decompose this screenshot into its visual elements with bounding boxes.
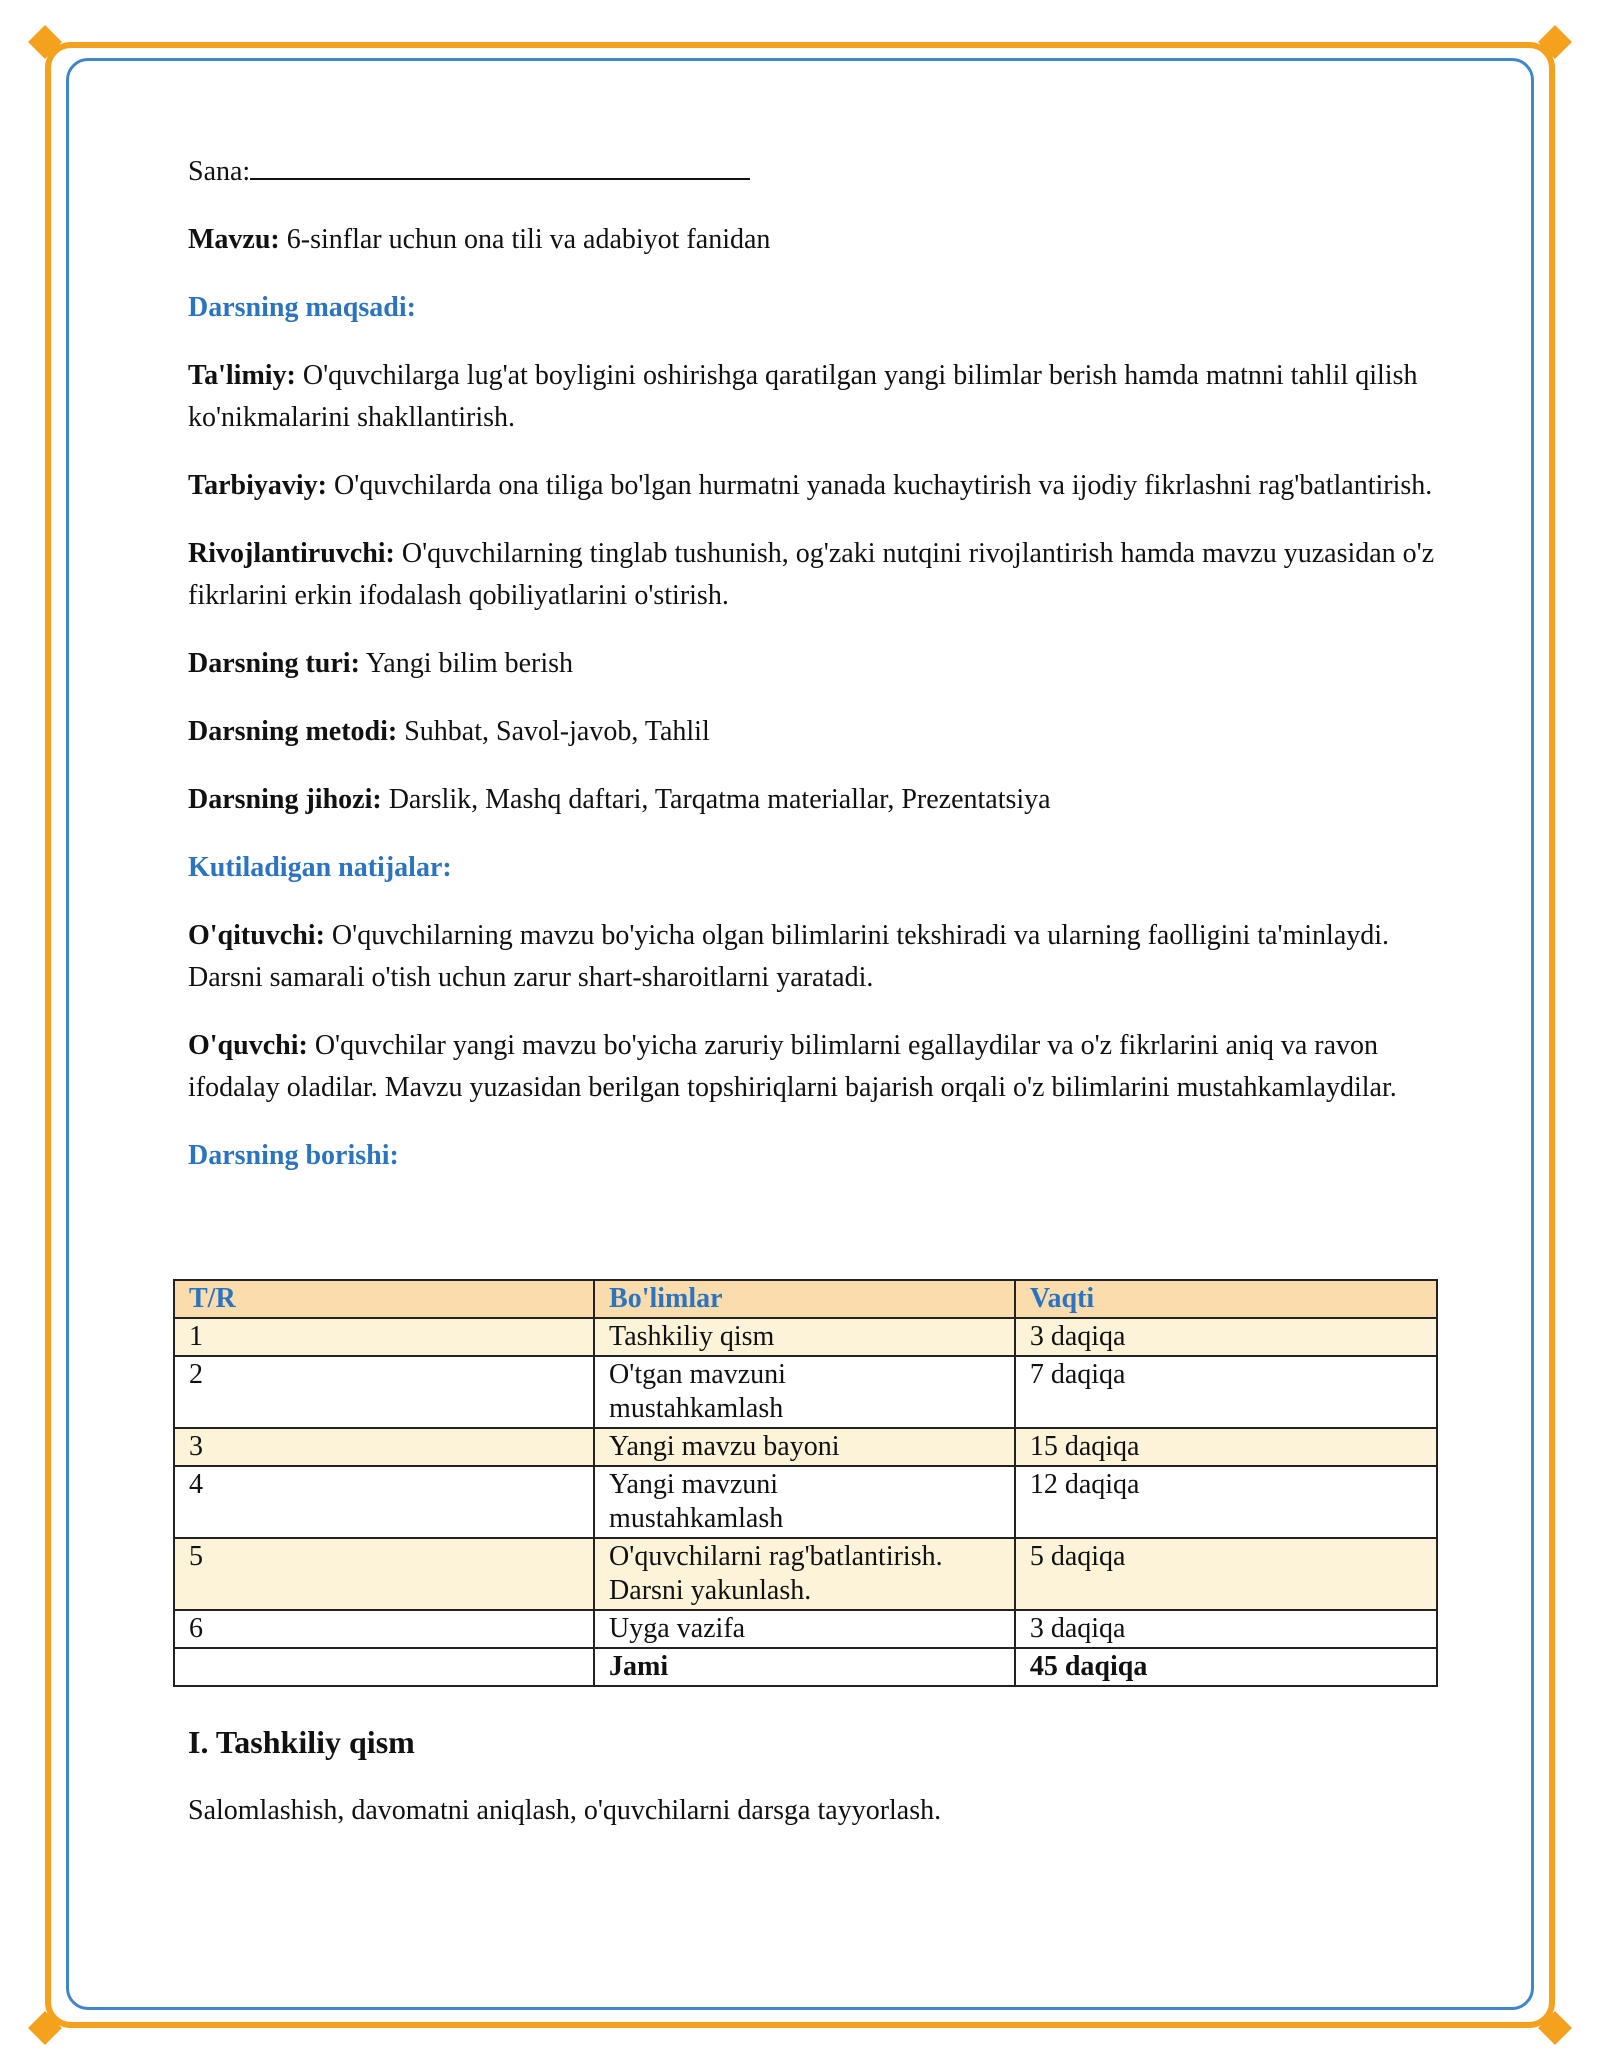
table-cell: [174, 1648, 594, 1686]
results-heading: Kutiladigan natijalar:: [188, 852, 452, 883]
table-cell: O'quvchilarni rag'batlantirish. Darsni yakunlash.: [594, 1538, 1015, 1610]
table-row: [174, 1538, 1437, 1610]
table-row: [174, 1428, 1437, 1466]
table-cell: Yangi mavzuni mustahkamlash: [594, 1466, 1015, 1538]
goal-label: Ta'limiy:: [188, 360, 296, 391]
table-cell: 5: [174, 1538, 594, 1610]
table-cell: Uyga vazifa: [594, 1610, 1015, 1648]
table-cell: O'tgan mavzuni mustahkamlash: [594, 1356, 1015, 1428]
goal-text: O'quvchilarga lug'at boyligini oshirishga qaratilgan yangi bilimlar berish hamda matnni tahlil qilish ko'nikmalarini shakllantirish.: [188, 360, 1418, 433]
section-title: I. Tashkiliy qism: [188, 1724, 415, 1760]
goal-label: Rivojlantiruvchi:: [188, 538, 395, 569]
info-label: Darsning metodi:: [188, 716, 398, 747]
info-text: Suhbat, Savol-javob, Tahlil: [404, 716, 710, 747]
lesson-schedule-table: [173, 1279, 1438, 1687]
date-line: [188, 148, 1448, 193]
table-cell: 3 daqiqa: [1015, 1610, 1437, 1648]
goals-heading: Darsning maqsadi:: [188, 292, 416, 323]
table-cell: 4: [174, 1466, 594, 1538]
result-text: O'quvchilarning mavzu bo'yicha olgan bilimlarini tekshiradi va ularning faolligini ta'minlaydi. Darsni samarali o'tish uchun zarur shart-sharoitlarni yaratadi.: [188, 920, 1390, 993]
table-header-cell: Vaqti: [1015, 1280, 1437, 1318]
date-blank-field[interactable]: [250, 148, 750, 180]
table-total-row: [174, 1648, 1437, 1686]
topic-text: 6-sinflar uchun ona tili va adabiyot fanidan: [286, 224, 771, 255]
topic-label: Mavzu:: [188, 224, 280, 255]
table-header-cell: Bo'limlar: [594, 1280, 1015, 1318]
table-header-cell: T/R: [174, 1280, 594, 1318]
table-cell: 7 daqiqa: [1015, 1356, 1437, 1428]
table-total-label: Jami: [594, 1648, 1015, 1686]
lesson-type: [188, 643, 1448, 685]
table-cell: 6: [174, 1610, 594, 1648]
table-cell: 3: [174, 1428, 594, 1466]
table-cell: 15 daqiqa: [1015, 1428, 1437, 1466]
info-label: Darsning turi:: [188, 648, 360, 679]
topic-line: [188, 219, 1448, 261]
table-cell: Yangi mavzu bayoni: [594, 1428, 1015, 1466]
date-label: Sana:: [188, 156, 251, 187]
table-row: [174, 1356, 1437, 1428]
goal-text: O'quvchilarda ona tiliga bo'lgan hurmatni yanada kuchaytirish va ijodiy fikrlashni rag'batlantirish.: [334, 470, 1433, 501]
section-text: Salomlashish, davomatni aniqlash, o'quvchilarni darsga tayyorlash.: [188, 1795, 942, 1826]
goal-label: Tarbiyaviy:: [188, 470, 327, 501]
result-teacher: [188, 915, 1448, 999]
result-text: O'quvchilar yangi mavzu bo'yicha zaruriy bilimlarni egallaydilar va o'z fikrlarini aniq va ravon ifodalay oladilar. Mavzu yuzasidan berilgan topshiriqlarni bajarish orqali o'z bilimlarini mustahkamlaydilar.: [188, 1030, 1397, 1103]
goal-upbringing: [188, 465, 1448, 507]
table-cell: 5 daqiqa: [1015, 1538, 1437, 1610]
table-row: [174, 1610, 1437, 1648]
result-student: [188, 1025, 1448, 1109]
table-row: [174, 1318, 1437, 1356]
lesson-equipment: [188, 779, 1448, 821]
table-header-row: [174, 1280, 1437, 1318]
table-cell: 2: [174, 1356, 594, 1428]
info-text: Darslik, Mashq daftari, Tarqatma materiallar, Prezentatsiya: [388, 784, 1051, 815]
lesson-plan-content: [188, 148, 1448, 1203]
table-cell: Tashkiliy qism: [594, 1318, 1015, 1356]
lesson-method: [188, 711, 1448, 753]
result-label: O'qituvchi:: [188, 920, 325, 951]
progress-heading: Darsning borishi:: [188, 1140, 399, 1171]
table-cell: 12 daqiqa: [1015, 1466, 1437, 1538]
table-cell: 1: [174, 1318, 594, 1356]
info-text: Yangi bilim berish: [365, 648, 574, 679]
result-label: O'quvchi:: [188, 1030, 308, 1061]
table-cell: 3 daqiqa: [1015, 1318, 1437, 1356]
goal-text: O'quvchilarning tinglab tushunish, og'zaki nutqini rivojlantirish hamda mavzu yuzasidan o'z fikrlarini erkin ifodalash qobiliyatlarini o'stirish.: [188, 538, 1435, 611]
goal-educational: [188, 355, 1448, 439]
table-total-value: 45 daqiqa: [1015, 1648, 1437, 1686]
info-label: Darsning jihozi:: [188, 784, 382, 815]
table-row: [174, 1466, 1437, 1538]
goal-developmental: [188, 533, 1448, 617]
